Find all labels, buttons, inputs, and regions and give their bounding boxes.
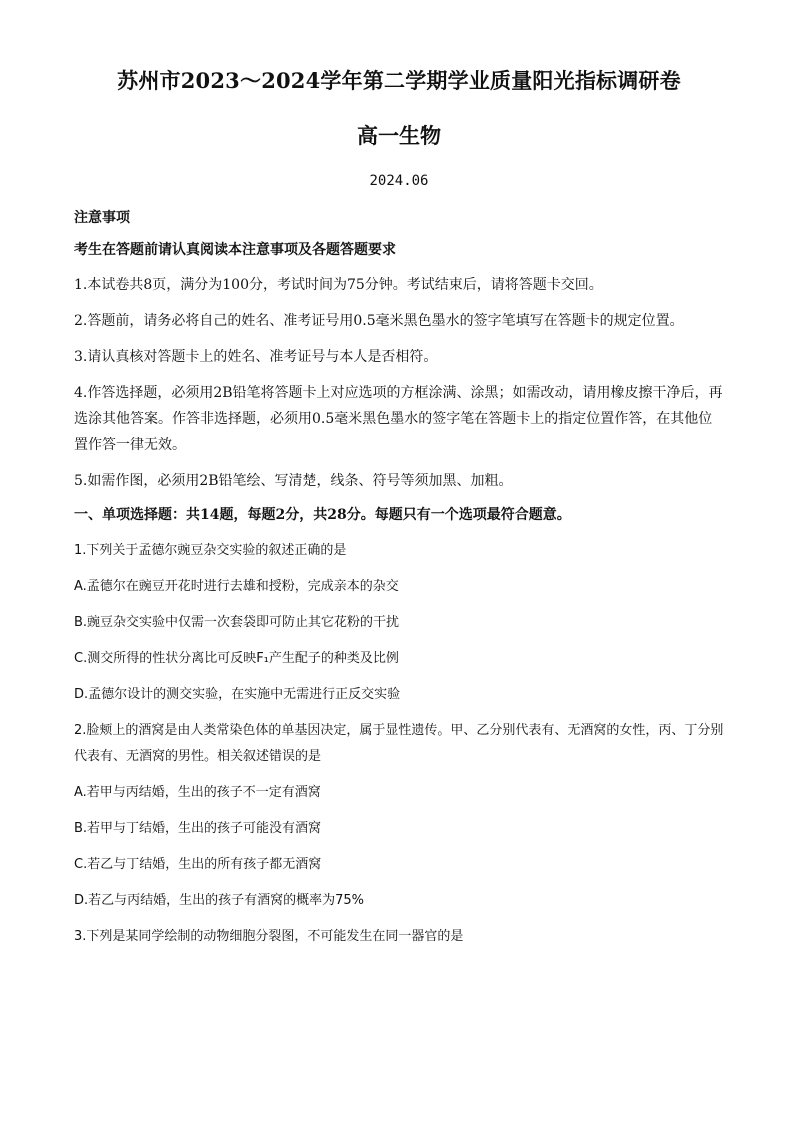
exam-date: 2024.06 [369, 173, 429, 189]
section-heading: 一、单项选择题：共14题，每题2分，共28分。每题只有一个选项最符合题意。 [74, 507, 571, 523]
answer-option: C.若乙与丁结婚，生出的所有孩子都无酒窝 [74, 857, 322, 872]
notice-intro: 考生在答题前请认真阅读本注意事项及各题答题要求 [74, 242, 396, 258]
answer-option: D.孟德尔设计的测交实验，在实施中无需进行正反交实验 [74, 687, 401, 702]
answer-option: B.豌豆杂交实验中仅需一次套袋即可防止其它花粉的干扰 [74, 615, 400, 630]
notice-item: 4.作答选择题，必须用2B铅笔将答题卡上对应选项的方框涂满、涂黑；如需改动，请用橡皮擦干净后，再选涂其他答案。作答非选择题，必须用0.5毫米黑色墨水的签字笔在答题卡上的指定位置作答，在其他位置作答一律无效。 [74, 385, 723, 453]
answer-option: A.孟德尔在豌豆开花时进行去雄和授粉，完成亲本的杂交 [74, 579, 399, 594]
notice-item: 5.如需作图，必须用2B铅笔绘、写清楚，线条、符号等须加黑、加粗。 [74, 473, 513, 489]
question-stem: 3.下列是某同学绘制的动物细胞分裂图，不可能发生在同一器官的是 [74, 929, 464, 944]
subject-title: 高一生物 [357, 123, 441, 148]
answer-option: A.若甲与丙结婚，生出的孩子不一定有酒窝 [74, 785, 321, 800]
answer-option: D.若乙与丙结婚，生出的孩子有酒窝的概率为75% [74, 893, 365, 908]
notice-heading: 注意事项 [74, 210, 130, 226]
notice-item: 3.请认真核对答题卡上的姓名、准考证号与本人是否相符。 [74, 349, 438, 365]
question-stem: 1.下列关于孟德尔豌豆杂交实验的叙述正确的是 [74, 543, 347, 558]
exam-title: 苏州市2023～2024学年第二学期学业质量阳光指标调研卷 [117, 68, 681, 93]
notice-item: 1.本试卷共8页，满分为100分，考试时间为75分钟。考试结束后，请将答题卡交回。 [74, 277, 603, 293]
question-stem: 2.脸颊上的酒窝是由人类常染色体的单基因决定，属于显性遗传。甲、乙分别代表有、无酒窝的女性，丙、丁分别代表有、无酒窝的男性。相关叙述错误的是 [74, 723, 724, 764]
notice-item: 2.答题前，请务必将自己的姓名、准考证号用0.5毫米黑色墨水的签字笔填写在答题卡的规定位置。 [74, 313, 684, 329]
answer-option: B.若甲与丁结婚，生出的孩子可能没有酒窝 [74, 821, 322, 836]
answer-option: C.测交所得的性状分离比可反映F₁产生配子的种类及比例 [74, 651, 399, 666]
